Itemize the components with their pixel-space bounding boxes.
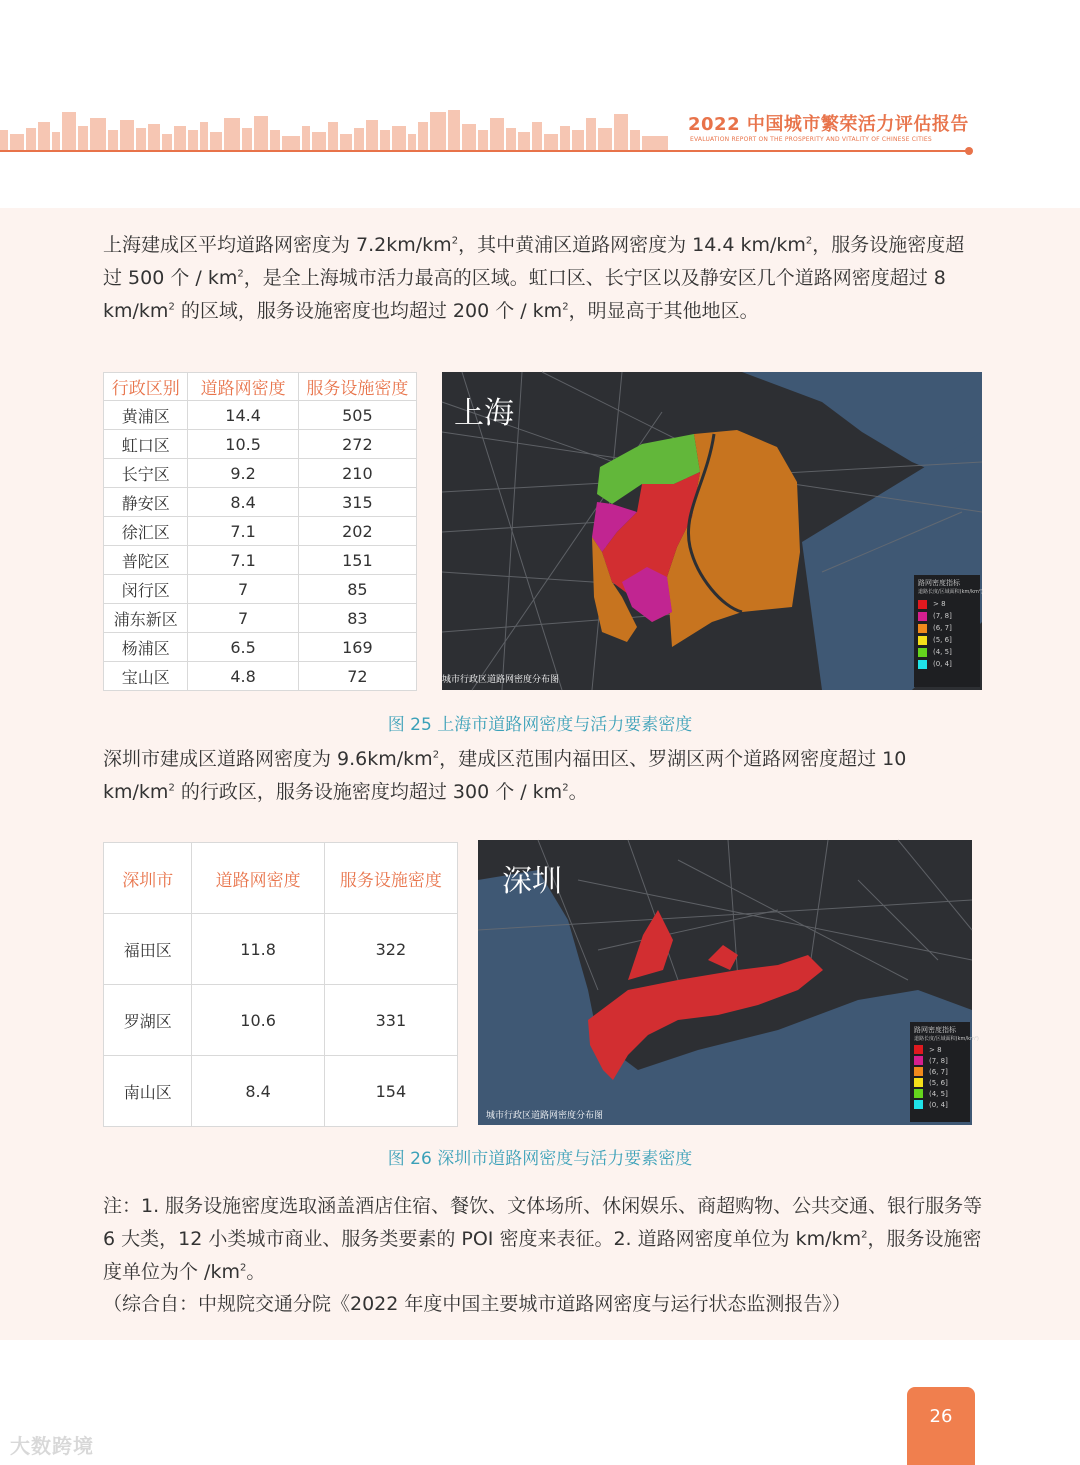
table-cell: 10.6 — [192, 985, 324, 1056]
table-row — [104, 575, 417, 604]
legend-item: (0, 4] — [914, 1099, 970, 1110]
legend-item: (4, 5] — [914, 1088, 970, 1099]
shanghai-paragraph: 上海建成区平均道路网密度为 $7.2km/km^2$，其中黄浦区道路网密度为 14.4 $km/km^2$，服务设施密度超过 500 个 / $km^2$，是全上海城市活力最高的区域。虹口区、长宁区以及静安区几个道路网密度超过 8 $km/km^2$ 的区域，服务设施密度也均超过 200 个 / $km^2$，明显高于其他地区。 — [103, 234, 965, 322]
table-cell: 9.2 — [188, 459, 298, 488]
table-cell: 6.5 — [188, 633, 298, 662]
table-cell: 83 — [298, 604, 416, 633]
table-cell: 浦东新区 — [104, 604, 188, 633]
legend-subtitle: 道路长度/区域面积(km/km²) — [914, 1036, 979, 1042]
header-divider-dot — [965, 147, 973, 155]
table-cell: 7.1 — [188, 546, 298, 575]
map-legend — [910, 1022, 979, 1122]
table-cell: 331 — [324, 985, 457, 1056]
table-header-row — [104, 373, 417, 401]
legend-item: (5, 6] — [914, 1077, 970, 1088]
legend-item: (7, 8] — [914, 1055, 970, 1066]
figure-caption: 图 26 深圳市道路网密度与活力要素密度 — [387, 1149, 693, 1169]
table-cell: 静安区 — [104, 488, 188, 517]
table-cell: 85 — [298, 575, 416, 604]
legend-item: > 8 — [918, 598, 980, 610]
legend-swatch — [914, 1089, 923, 1098]
map-title: 上海 — [454, 396, 514, 431]
table-header-cell: 深圳市 — [104, 843, 192, 914]
report-title: 2022 中国城市繁荣活力评估报告 — [688, 114, 969, 135]
legend-title: 路网密度指标 — [914, 1026, 956, 1034]
table-cell: 罗湖区 — [104, 985, 192, 1056]
legend-item: (6, 7] — [918, 622, 980, 634]
map-footer-label: 城市行政区道路网密度分布图 — [442, 675, 560, 685]
watermark: 大数跨境 — [10, 1434, 94, 1458]
table-row — [104, 488, 417, 517]
legend-swatch — [918, 648, 927, 657]
legend-item: (0, 4] — [918, 658, 980, 670]
table-row — [104, 1056, 458, 1127]
table-row — [104, 517, 417, 546]
table-cell: 黄浦区 — [104, 401, 188, 430]
source-citation: （综合自：中规院交通分院《2022 年度中国主要城市道路网密度与运行状态监测报告》） — [103, 1293, 851, 1315]
table-cell: 7.1 — [188, 517, 298, 546]
legend-swatch — [918, 636, 927, 645]
table-cell: 169 — [298, 633, 416, 662]
table-cell: 虹口区 — [104, 430, 188, 459]
table-header-cell: 服务设施密度 — [324, 843, 457, 914]
table-cell: 长宁区 — [104, 459, 188, 488]
legend-item: > 8 — [914, 1044, 970, 1055]
legend-swatch — [914, 1078, 923, 1087]
table-cell: 210 — [298, 459, 416, 488]
legend-item: (4, 5] — [918, 646, 980, 658]
table-cell: 14.4 — [188, 401, 298, 430]
legend-item: (7, 8] — [918, 610, 980, 622]
table-row — [104, 546, 417, 575]
table-cell: 7 — [188, 575, 298, 604]
table-cell: 4.8 — [188, 662, 298, 691]
legend-swatch — [918, 660, 927, 669]
table-row — [104, 633, 417, 662]
header-skyline-graphic — [0, 100, 670, 152]
legend-swatch — [914, 1100, 923, 1109]
map-legend — [914, 575, 983, 687]
legend-swatch — [918, 600, 927, 609]
table-cell: 宝山区 — [104, 662, 188, 691]
shanghai-map-graphic — [442, 372, 982, 690]
page-number: 26 — [907, 1387, 975, 1465]
header-divider — [0, 150, 968, 152]
table-cell: 徐汇区 — [104, 517, 188, 546]
table-row — [104, 459, 417, 488]
table-cell: 151 — [298, 546, 416, 575]
table-header-cell: 道路网密度 — [192, 843, 324, 914]
table-cell: 11.8 — [192, 914, 324, 985]
table-cell: 154 — [324, 1056, 457, 1127]
legend-item: (6, 7] — [914, 1066, 970, 1077]
shenzhen-road-density-map — [478, 840, 979, 1125]
legend-swatch — [914, 1045, 923, 1054]
table-cell: 杨浦区 — [104, 633, 188, 662]
table-row — [104, 985, 458, 1056]
report-subtitle: EVALUATION REPORT ON THE PROSPERITY AND VITALITY OF CHINESE CITIES — [690, 136, 932, 143]
legend-title: 路网密度指标 — [918, 579, 960, 587]
shenzhen-paragraph: 深圳市建成区道路网密度为 $9.6km/km^2$，建成区范围内福田区、罗湖区两个道路网密度超过 10 $km/km^2$ 的行政区，服务设施密度均超过 300 个 / $km^2$。 — [103, 748, 907, 803]
shanghai-density-table — [103, 372, 417, 691]
legend-swatch — [914, 1067, 923, 1076]
legend-swatch — [918, 612, 927, 621]
table-cell: 7 — [188, 604, 298, 633]
legend-swatch — [914, 1056, 923, 1065]
table-cell: 南山区 — [104, 1056, 192, 1127]
table-cell: 闵行区 — [104, 575, 188, 604]
red-district-shape — [708, 945, 738, 970]
legend-swatch — [918, 624, 927, 633]
table-row — [104, 401, 417, 430]
map-title: 深圳 — [502, 864, 562, 899]
table-cell: 8.4 — [192, 1056, 324, 1127]
table-row — [104, 662, 417, 691]
legend-item: (5, 6] — [918, 634, 980, 646]
table-cell: 72 — [298, 662, 416, 691]
table-cell: 505 — [298, 401, 416, 430]
table-header-cell: 道路网密度 — [188, 373, 298, 401]
table-cell: 10.5 — [188, 430, 298, 459]
table-header-cell: 行政区别 — [104, 373, 188, 401]
map-footer-label: 城市行政区道路网密度分布图 — [486, 1111, 604, 1121]
table-cell: 福田区 — [104, 914, 192, 985]
footnote: 注：1. 服务设施密度选取涵盖酒店住宿、餐饮、文体场所、休闲娱乐、商超购物、公共交通、银行服务等 6 大类，12 小类城市商业、服务类要素的 POI 密度来表征。2. 道路网密度单位为 $km/km^2$，服务设施密度单位为个 $/km^2$。 — [103, 1195, 983, 1283]
table-header-row — [104, 843, 458, 914]
table-cell: 8.4 — [188, 488, 298, 517]
shanghai-road-density-map — [442, 372, 982, 690]
legend-subtitle: 道路长度/区域面积(km/km²) — [918, 589, 983, 595]
table-row — [104, 914, 458, 985]
shenzhen-density-table — [103, 842, 458, 1127]
table-row — [104, 604, 417, 633]
table-cell: 202 — [298, 517, 416, 546]
table-cell: 315 — [298, 488, 416, 517]
table-cell: 322 — [324, 914, 457, 985]
table-row — [104, 430, 417, 459]
figure-caption: 图 25 上海市道路网密度与活力要素密度 — [387, 715, 693, 735]
table-cell: 272 — [298, 430, 416, 459]
table-cell: 普陀区 — [104, 546, 188, 575]
table-header-cell: 服务设施密度 — [298, 373, 416, 401]
